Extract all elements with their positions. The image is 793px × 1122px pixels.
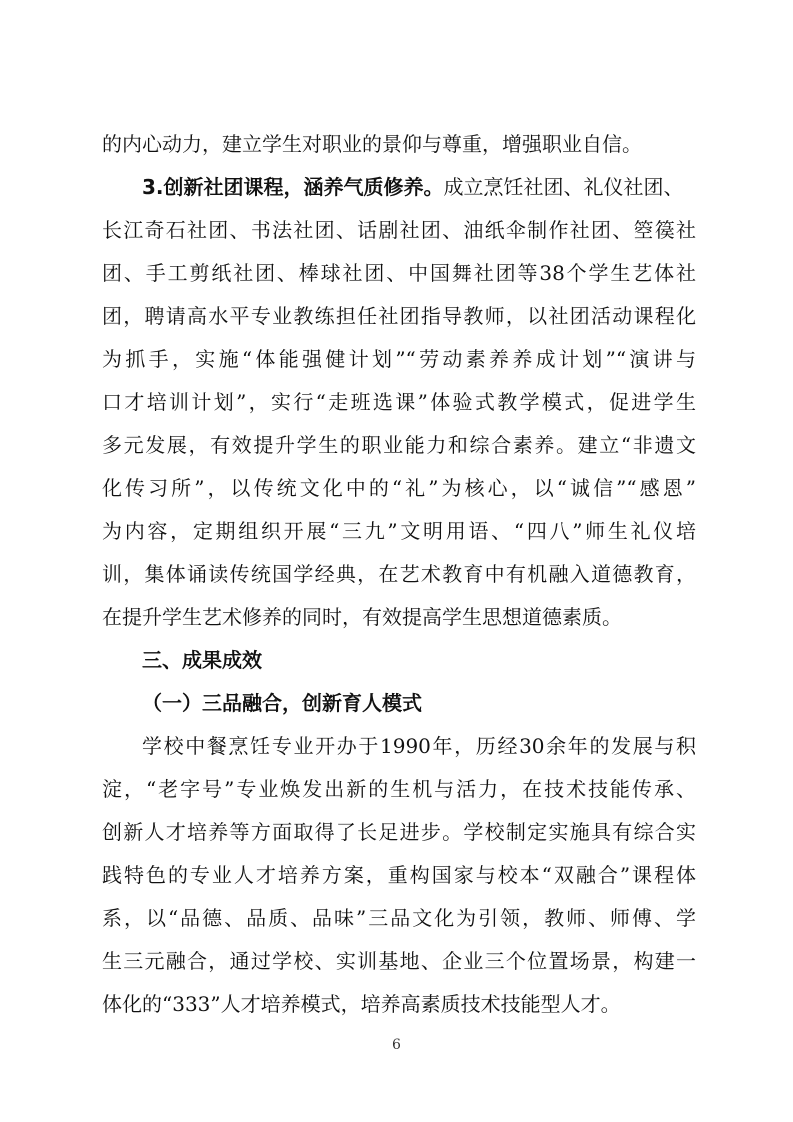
- body-text: 成立烹饪社团、礼仪社团、: [443, 175, 684, 199]
- body-line: 团，聘请高水平专业教练担任社团指导教师，以社团活动课程化: [102, 304, 696, 328]
- body-line: 系，以“品德、品质、品味”三品文化为引领，教师、师傅、学: [102, 906, 696, 930]
- body-line: 践特色的专业人才培养方案，重构国家与校本“双融合”课程体: [102, 863, 696, 887]
- page-number: 6: [392, 1037, 401, 1053]
- body-line: 口才培训计划”，实行“走班选课”体验式教学模式，促进学生: [102, 390, 696, 414]
- body-line: 体化的“333”人才培养模式，培养高素质技术技能型人才。: [102, 992, 621, 1016]
- body-line: 团、手工剪纸社团、棒球社团、中国舞社团等38个学生艺体社: [102, 261, 696, 285]
- body-line: 在提升学生艺术修养的同时，有效提高学生思想道德素质。: [102, 605, 622, 629]
- body-line: 训，集体诵读传统国学经典，在艺术教育中有机融入道德教育，: [102, 562, 696, 586]
- body-line: 淀，“老字号”专业焕发出新的生机与活力，在技术技能传承、: [102, 777, 696, 801]
- body-line: 为内容，定期组织开展“三九”文明用语、“四八”师生礼仪培: [102, 519, 696, 543]
- body-line: 生三元融合，通过学校、实训基地、企业三个位置场景，构建一: [102, 949, 696, 973]
- inline-heading: 3.创新社团课程，涵养气质修养。: [142, 175, 444, 199]
- section-heading: 三、成果成效: [142, 648, 262, 672]
- body-line: 长江奇石社团、书法社团、话剧社团、油纸伞制作社团、箜篌社: [102, 218, 696, 242]
- body-line: 的内心动力，建立学生对职业的景仰与尊重，增强职业自信。: [102, 132, 642, 156]
- body-line-with-heading: [142, 171, 684, 203]
- body-line: 学校中餐烹饪专业开办于1990年，历经30余年的发展与积: [142, 734, 696, 758]
- body-line: 为抓手，实施“体能强健计划”“劳动素养养成计划”“演讲与: [102, 347, 696, 371]
- subsection-heading: （一）三品融合，创新育人模式: [142, 691, 422, 715]
- body-line: 创新人才培养等方面取得了长足进步。学校制定实施具有综合实: [102, 820, 696, 844]
- body-line: 化传习所”，以传统文化中的“礼”为核心，以“诚信”“感恩”: [102, 476, 696, 500]
- body-line: 多元发展，有效提升学生的职业能力和综合素养。建立“非遗文: [102, 433, 696, 457]
